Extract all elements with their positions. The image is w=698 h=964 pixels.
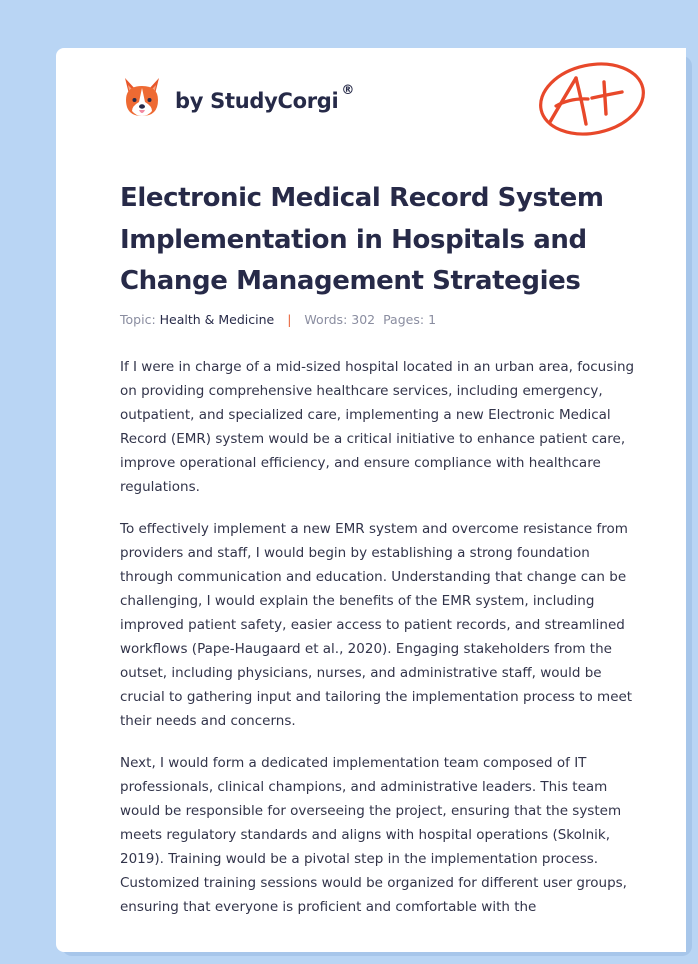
article-title: Electronic Medical Record System Implementation in Hospitals and Change Management Strategies [120, 183, 604, 296]
brand-name: by StudyCorgi ® [175, 83, 355, 113]
paragraph: Next, I would form a dedicated implementation team composed of IT professionals, clinical champions, and administrative leaders. This team would be responsible for overseeing the project, ensuring that the system meets regulatory standards and aligns with hospital operations (Skolnik, 2019). Training would be a pivotal step in the implementation process. Customized training sessions would be organized for different user groups, ensuring that everyone is proficient and comfortable with the [120, 755, 627, 915]
words-count: 302 [351, 312, 376, 327]
words-label: Words: [304, 312, 348, 327]
document-page [56, 48, 686, 952]
article-body [120, 355, 640, 937]
corgi-logo-icon [122, 76, 162, 120]
topic-link[interactable]: Health & Medicine [159, 312, 275, 327]
pages-label: Pages: [383, 312, 425, 327]
grade-badge-icon [536, 58, 652, 138]
brand[interactable] [122, 76, 354, 120]
article-meta [120, 312, 436, 327]
paragraph: To effectively implement a new EMR system and overcome resistance from providers and staff, I would begin by establishing a strong foundation through communication and education. Understanding that change can be challenging, I would explain the benefits of the EMR system, including improved patient safety, easier access to patient records, and streamlined workflows (Pape-Haugaard et al., 2020). Engaging stakeholders from the outset, including physicians, nurses, and administrative staff, would be crucial to gathering input and tailoring the implementation process to meet their needs and concerns. [120, 521, 633, 729]
registered-mark: ® [341, 83, 355, 98]
topic-label: Topic: [120, 312, 156, 327]
meta-separator: | [287, 312, 292, 327]
pages-count: 1 [428, 312, 437, 327]
paragraph: If I were in charge of a mid-sized hospital located in an urban area, focusing on providing comprehensive healthcare services, including emergency, outpatient, and specialized care, implementing a new Electronic Medical Record (EMR) system would be a critical initiative to enhance patient care, improve operational efficiency, and ensure compliance with healthcare regulations. [120, 359, 635, 495]
